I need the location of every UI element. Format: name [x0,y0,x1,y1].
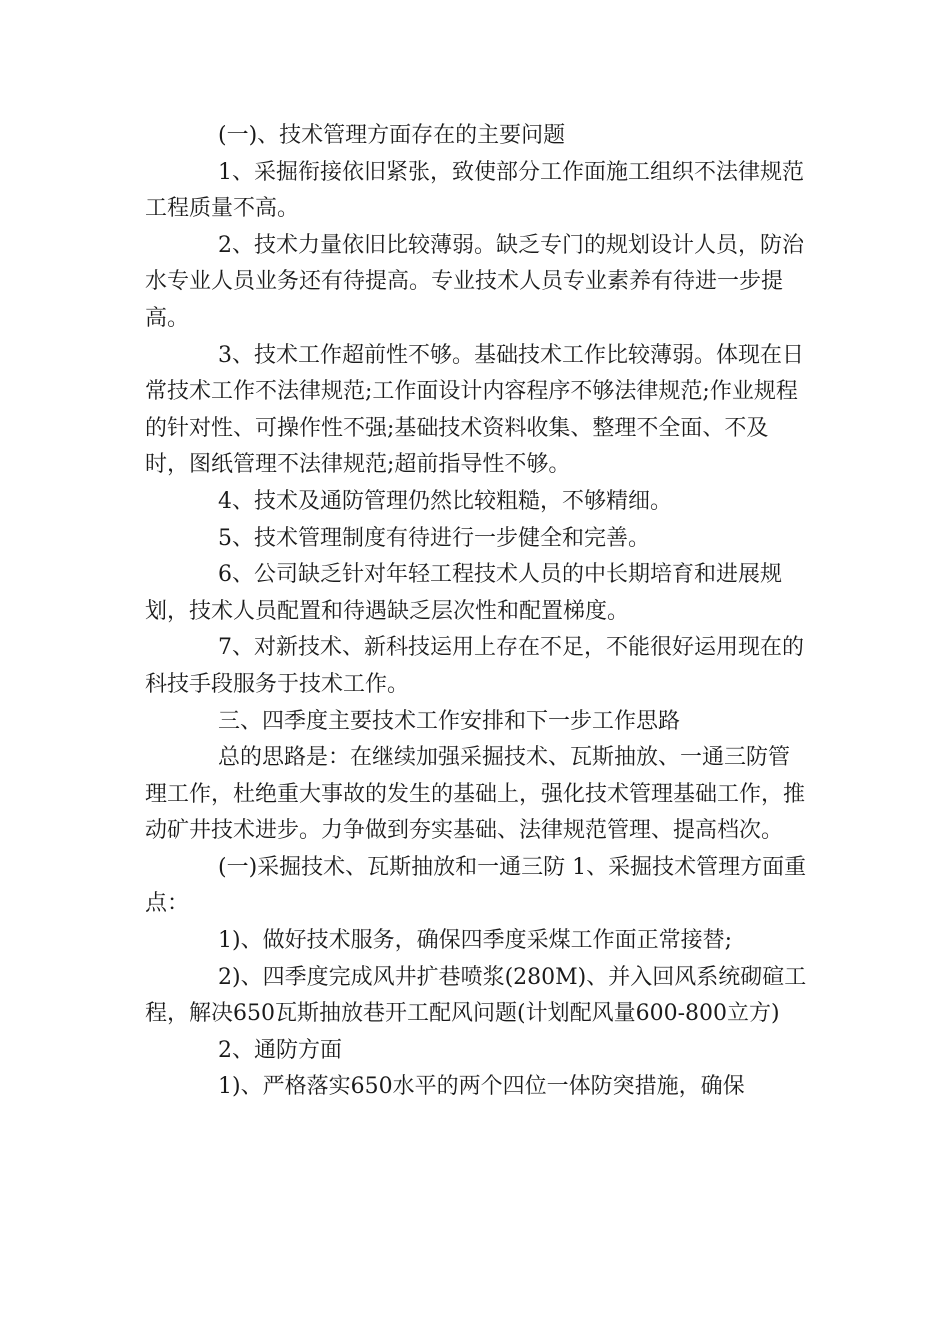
section-heading: (一)、技术管理方面存在的主要问题 [218,123,566,148]
paragraph: (一)采掘技术、瓦斯抽放和一通三防 1、采掘技术管理方面重点： [145,854,807,917]
paragraph: 2、技术力量依旧比较薄弱。缺乏专门的规划设计人员，防治水专业人员业务还有待提高。专业技术人员专业素养有待进一步提高。 [145,232,804,331]
subheading: 2、通防方面 [218,1037,342,1063]
paragraph: 4、技术及通防管理仍然比较粗糙，不够精细。 [218,488,672,514]
document-body [145,118,810,1106]
paragraph: 2)、四季度完成风井扩巷喷浆(280M)、并入回风系统砌碹工程，解决650瓦斯抽放巷开工配风问题(计划配风量600-800立方) [145,964,807,1027]
section-heading: 三、四季度主要技术工作安排和下一步工作思路 [218,708,681,734]
paragraph: 3、技术工作超前性不够。基础技术工作比较薄弱。体现在日常技术工作不法律规范;工作面设计内容程序不够法律规范;作业规程的针对性、可操作性不强;基础技术资料收集、整理不全面、不及时，图纸管理不法律规范;超前指导性不够。 [145,342,804,478]
paragraph: 5、技术管理制度有待进行一步健全和完善。 [218,525,650,551]
paragraph: 6、公司缺乏针对年轻工程技术人员的中长期培育和进展规划，技术人员配置和待遇缺乏层次性和配置梯度。 [145,562,782,624]
paragraph: 1)、做好技术服务，确保四季度采煤工作面正常接替; [218,928,732,954]
paragraph: 1、采掘衔接依旧紧张，致使部分工作面施工组织不法律规范工程质量不高。 [145,159,804,222]
paragraph: 7、对新技术、新科技运用上存在不足，不能很好运用现在的科技手段服务于技术工作。 [145,635,804,697]
paragraph: 1)、严格落实650水平的两个四位一体防突措施，确保 [218,1074,745,1100]
paragraph: 总的思路是：在继续加强采掘技术、瓦斯抽放、一通三防管理工作，杜绝重大事故的发生的基础上，强化技术管理基础工作，推动矿井技术进步。力争做到夯实基础、法律规范管理、提高档次。 [145,745,806,844]
